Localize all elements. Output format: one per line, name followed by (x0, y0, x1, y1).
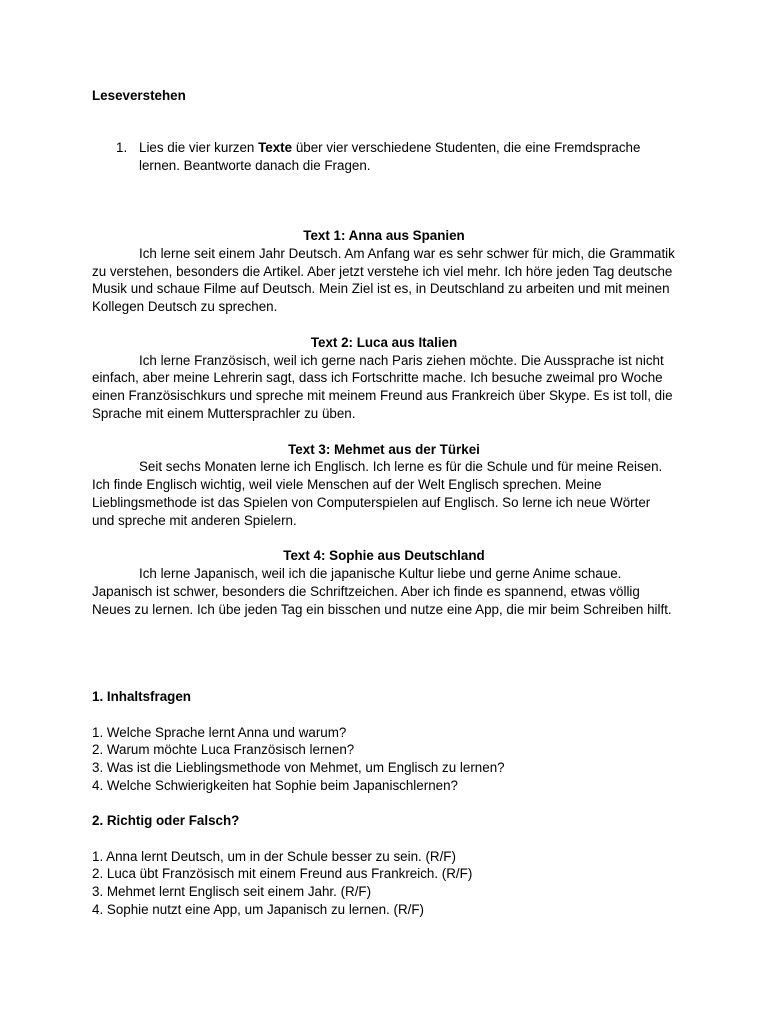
document-title: Leseverstehen (92, 88, 186, 103)
text-paragraph: Ich lerne seit einem Jahr Deutsch. Am Anfang war es sehr schwer für mich, die Grammatik zu verstehen, besonders die Artikel. Aber jetzt verstehe ich viel mehr. Ich höre jeden Tag deutsche Musik und schaue Filme auf Deutsch. Mein Ziel ist es, in Deutschland zu arbeiten und mit meinen Kollegen Deutsch zu sprechen. (92, 245, 675, 315)
content-questions-section (92, 688, 676, 795)
reading-texts (92, 227, 676, 636)
text-block-4 (92, 547, 676, 618)
instruction (92, 139, 676, 175)
question-list (92, 724, 676, 795)
statement-item: 4. Sophie nutzt eine App, um Japanisch zu lernen. (R/F) (92, 901, 424, 917)
instruction-number: 1. (116, 140, 128, 155)
question-item: 4. Welche Schwierigkeiten hat Sophie beim Japanischlernen? (92, 777, 458, 793)
true-false-section (92, 812, 676, 919)
question-item: 3. Was ist die Lieblingsmethode von Mehmet, um Englisch zu lernen? (92, 760, 505, 776)
text-heading: Text 1: Anna aus Spanien (303, 228, 465, 243)
text-heading: Text 4: Sophie aus Deutschland (283, 548, 485, 564)
text-block-2 (92, 334, 676, 423)
text-paragraph: Seit sechs Monaten lerne ich Englisch. Ich lerne es für die Schule und für meine Reisen. Ich finde Englisch wichtig, weil viele Menschen auf der Welt Englisch sprechen. Meine Lieblingsmethode ist das Spielen von Computerspielen auf Englisch. So lerne ich neue Wörter und spreche mit anderen Spielern. (92, 459, 663, 528)
instruction-text-bold: Texte (258, 140, 293, 155)
statement-item: 2. Luca übt Französisch mit einem Freund aus Frankreich. (R/F) (92, 866, 473, 882)
text-block-3 (92, 441, 676, 530)
question-item: 2. Warum möchte Luca Französisch lernen? (92, 742, 355, 758)
section-heading: 2. Richtig oder Falsch? (92, 813, 240, 828)
section-heading: 1. Inhaltsfragen (92, 689, 191, 704)
statement-item: 1. Anna lernt Deutsch, um in der Schule besser zu sein. (R/F) (92, 848, 456, 864)
statement-item: 3. Mehmet lernt Englisch seit einem Jahr. (R/F) (92, 884, 372, 900)
question-item: 1. Welche Sprache lernt Anna und warum? (92, 724, 347, 740)
text-heading: Text 3: Mehmet aus der Türkei (288, 441, 480, 457)
text-paragraph: Ich lerne Französisch, weil ich gerne nach Paris ziehen möchte. Die Aussprache ist nicht einfach, aber meine Lehrerin sagt, dass ich Fortschritte mache. Ich besuche zweimal pro Woche einen Französischkurs und spreche mit meinem Freund aus Frankreich über Skype. Es ist toll, die Sprache mit einem Muttersprachler zu üben. (92, 352, 673, 421)
text-block-1 (92, 227, 676, 316)
instruction-text-end: über vier verschiedene Studenten, die eine Fremdsprache lernen. Beantworte danach die Fragen. (139, 140, 641, 173)
text-heading: Text 2: Luca aus Italien (310, 334, 458, 350)
instruction-text (139, 139, 676, 175)
text-paragraph: Ich lerne Japanisch, weil ich die japanische Kultur liebe und gerne Anime schaue. Japanisch ist schwer, besonders die Schriftzeichen. Aber ich finde es spannend, etwas völlig Neues zu lernen. Ich übe jeden Tag ein bisschen und nutze eine App, die mir beim Schreiben hilft. (92, 566, 672, 617)
instruction-text-start: Lies die vier kurzen (139, 140, 259, 155)
statement-list (92, 848, 676, 919)
